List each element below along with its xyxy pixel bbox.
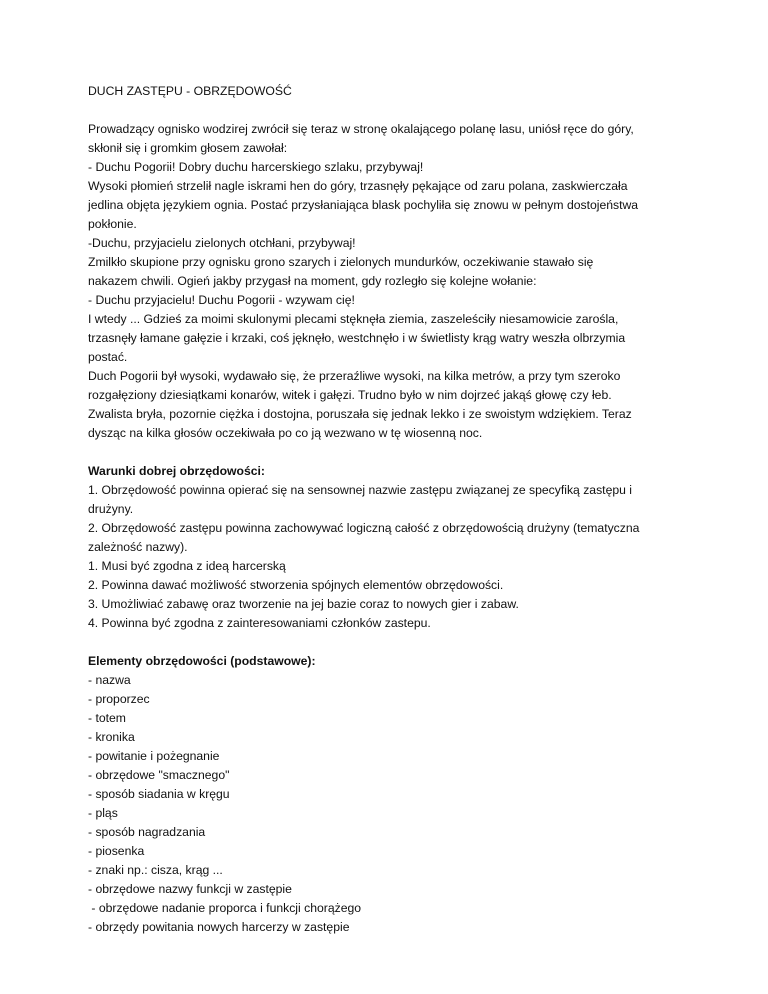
- elements-item: - kronika: [88, 730, 135, 744]
- elements-item: - obrzędowe nadanie proporca i funkcji chorążego: [88, 901, 362, 915]
- conditions-item: 1. Obrzędowość powinna opierać się na sensownej nazwie zastępu związanej ze specyfiką zastępu i: [88, 483, 632, 497]
- conditions-item: zależność nazwy).: [88, 540, 188, 554]
- story-section: [88, 120, 688, 443]
- story-line: Zmilkło skupione przy ognisku grono szarych i zielonych mundurków, oczekiwanie stawało się: [88, 255, 594, 269]
- story-line: Zwalista bryła, pozornie ciężka i dostojna, poruszała się jednak lekko i ze swoistym wdziękiem. Teraz: [88, 407, 632, 421]
- conditions-heading: Warunki dobrej obrzędowości:: [88, 464, 265, 478]
- conditions-item: drużyny.: [88, 502, 134, 516]
- conditions-item: 4. Powinna być zgodna z zainteresowaniami członków zastepu.: [88, 616, 431, 630]
- elements-list: [88, 671, 688, 937]
- story-line: postać.: [88, 350, 128, 364]
- story-line: -Duchu, przyjacielu zielonych otchłani, przybywaj!: [88, 236, 356, 250]
- conditions-list: [88, 481, 688, 633]
- elements-item: - sposób siadania w kręgu: [88, 787, 230, 801]
- elements-heading: Elementy obrzędowości (podstawowe):: [88, 654, 316, 668]
- story-line: skłonił się i gromkim głosem zawołał:: [88, 141, 288, 155]
- elements-item: - obrzędowe nazwy funkcji w zastępie: [88, 882, 292, 896]
- elements-item: - nazwa: [88, 673, 131, 687]
- elements-item: - totem: [88, 711, 126, 725]
- spacer: [88, 633, 688, 652]
- elements-item: - powitanie i pożegnanie: [88, 749, 220, 763]
- story-line: - Duchu Pogorii! Dobry duchu harcerskiego szlaku, przybywaj!: [88, 160, 424, 174]
- elements-item: - proporzec: [88, 692, 150, 706]
- document-title: DUCH ZASTĘPU - OBRZĘDOWOŚĆ: [88, 84, 292, 98]
- spacer: [88, 101, 688, 120]
- elements-item: - znaki np.: cisza, krąg ...: [88, 863, 223, 877]
- elements-item: - obrzędowe "smacznego": [88, 768, 230, 782]
- story-line: dysząc na kilka głosów oczekiwała po co ją wezwano w tę wiosenną noc.: [88, 426, 483, 440]
- story-line: I wtedy ... Gdzieś za moimi skulonymi plecami stęknęła ziemia, zaszeleściły niesamowicie zarośla,: [88, 312, 619, 326]
- spacer: [88, 443, 688, 462]
- conditions-item: 1. Musi być zgodna z ideą harcerską: [88, 559, 286, 573]
- story-line: Prowadzący ognisko wodzirej zwrócił się teraz w stronę okalającego polanę lasu, uniósł ręce do góry,: [88, 122, 634, 136]
- conditions-item: 2. Powinna dawać możliwość stworzenia spójnych elementów obrzędowości.: [88, 578, 504, 592]
- story-line: - Duchu przyjacielu! Duchu Pogorii - wzywam cię!: [88, 293, 355, 307]
- conditions-item: 3. Umożliwiać zabawę oraz tworzenie na jej bazie coraz to nowych gier i zabaw.: [88, 597, 519, 611]
- elements-item: - sposób nagradzania: [88, 825, 206, 839]
- story-line: nakazem chwili. Ogień jakby przygasł na moment, gdy rozległo się kolejne wołanie:: [88, 274, 537, 288]
- elements-item: - piosenka: [88, 844, 145, 858]
- story-line: pokłonie.: [88, 217, 137, 231]
- story-line: jedlina objęta językiem ognia. Postać przysłaniająca blask pochyliła się znowu w pełnym dostojeństwa: [88, 198, 639, 212]
- story-line: Duch Pogorii był wysoki, wydawało się, że przeraźliwe wysoki, na kilka metrów, a przy tym szeroko: [88, 369, 621, 383]
- elements-item: - pląs: [88, 806, 118, 820]
- document-page: [88, 82, 688, 937]
- story-line: rozgałęziony dziesiątkami konarów, witek i gałęzi. Trudno było w nim dojrzeć jakąś głowę czy łeb.: [88, 388, 612, 402]
- story-line: trzasnęły łamane gałęzie i krzaki, coś jęknęło, westchnęło i w świetlisty krąg watry weszła olbrzymia: [88, 331, 626, 345]
- story-line: Wysoki płomień strzelił nagle iskrami hen do góry, trzasnęły pękające od zaru polana, zaskwierczała: [88, 179, 628, 193]
- conditions-item: 2. Obrzędowość zastępu powinna zachowywać logiczną całość z obrzędowością drużyny (tematyczna: [88, 521, 640, 535]
- elements-item: - obrzędy powitania nowych harcerzy w zastępie: [88, 920, 350, 934]
